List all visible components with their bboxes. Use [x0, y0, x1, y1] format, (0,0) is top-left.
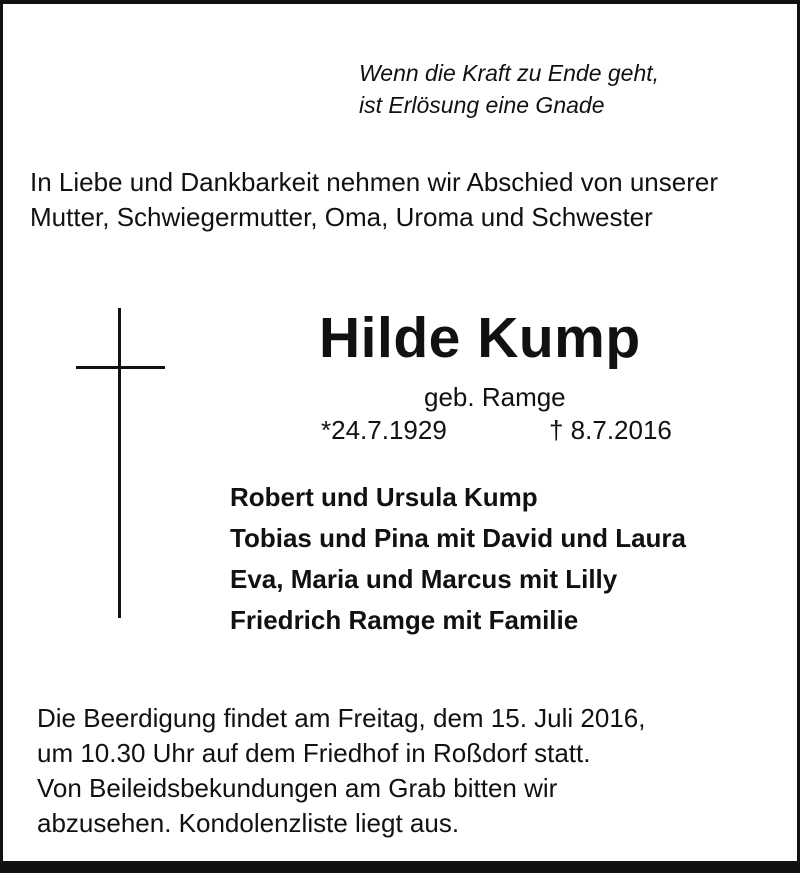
- cross-icon: [118, 308, 121, 618]
- deceased-name: Hilde Kump: [319, 306, 641, 370]
- mourner-line: Friedrich Ramge mit Familie: [230, 605, 579, 635]
- motto-line: Wenn die Kraft zu Ende geht,: [359, 60, 660, 86]
- intro-text: In Liebe und Dankbarkeit nehmen wir Abschied von unserer Mutter, Schwiegermutter, Oma, Uroma und Schwester: [30, 167, 718, 232]
- mourner-line: Tobias und Pina mit David und Laura: [230, 523, 687, 553]
- funeral-line: um 10.30 Uhr auf dem Friedhof in Roßdorf statt.: [37, 738, 591, 768]
- motto-line: ist Erlösung eine Gnade: [359, 92, 605, 118]
- funeral-info: [37, 701, 645, 841]
- birth-date: *24.7.1929: [321, 415, 447, 445]
- funeral-line: Von Beileidsbekundungen am Grab bitten wir: [37, 773, 558, 803]
- maiden-name: geb. Ramge: [424, 382, 566, 412]
- mourner-line: Robert und Ursula Kump: [230, 482, 538, 512]
- cross-icon-bar: [76, 366, 165, 369]
- funeral-line: abzusehen. Kondolenzliste liegt aus.: [37, 808, 460, 838]
- death-date: † 8.7.2016: [549, 415, 672, 445]
- mourners-list: [230, 477, 686, 641]
- funeral-line: Die Beerdigung findet am Freitag, dem 15. Juli 2016,: [37, 703, 646, 733]
- motto-quote: [359, 57, 659, 121]
- mourner-line: Eva, Maria und Marcus mit Lilly: [230, 564, 618, 594]
